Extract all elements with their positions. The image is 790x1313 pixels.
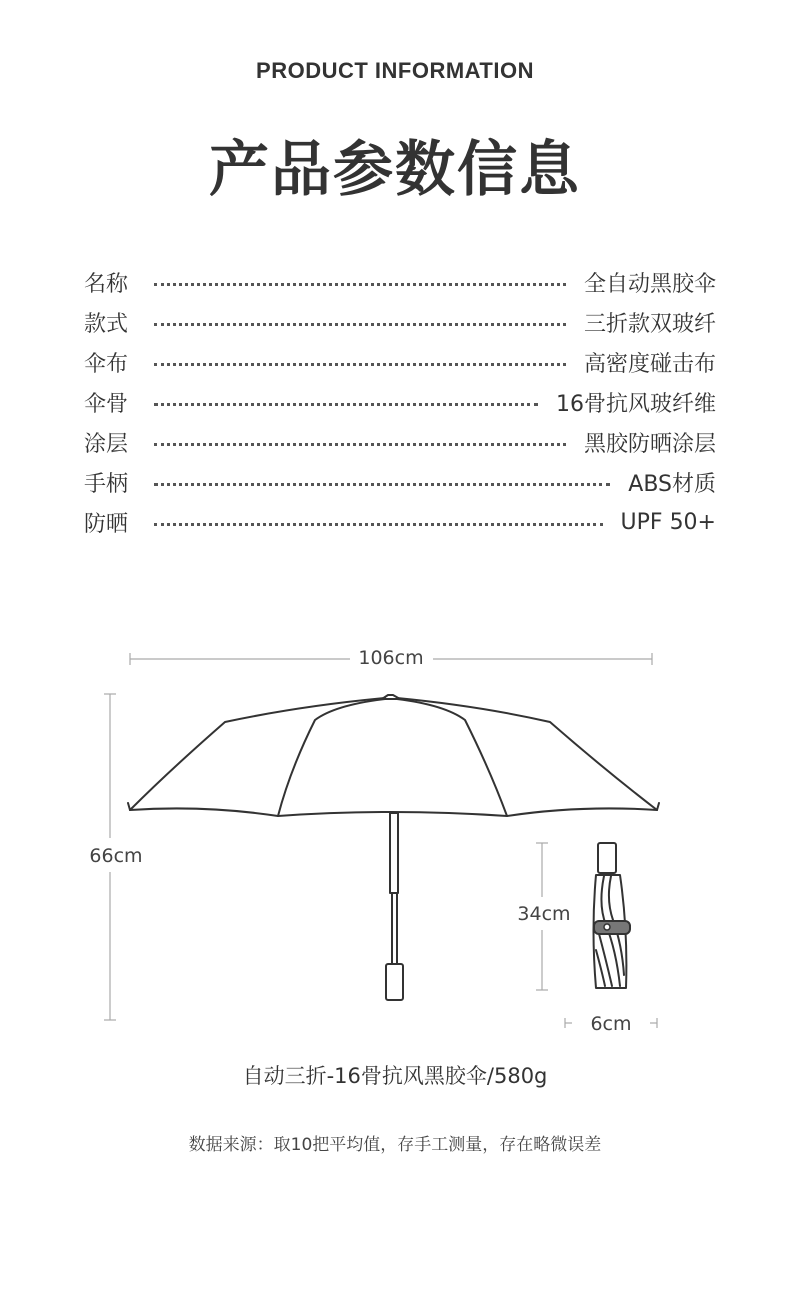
spec-label: 名称 <box>84 271 129 297</box>
spec-label: 防晒 <box>84 511 129 537</box>
spec-label: 涂层 <box>84 431 129 457</box>
data-source-note: 数据来源：取10把平均值，存手工测量，存在略微误差 <box>188 1135 602 1155</box>
spec-label: 手柄 <box>84 471 129 497</box>
spec-value: 三折款双玻纤 <box>583 311 716 337</box>
product-caption: 自动三折-16骨抗风黑胶伞/580g <box>242 1064 548 1088</box>
spec-value: ABS材质 <box>628 471 716 497</box>
folded-width-label: 6cm <box>590 1013 632 1035</box>
spec-value: 黑胶防晒涂层 <box>583 431 716 457</box>
folded-umbrella-drawing <box>594 843 631 988</box>
spec-label: 款式 <box>84 311 129 337</box>
width-label: 106cm <box>358 647 424 669</box>
spec-value: 全自动黑胶伞 <box>583 271 716 297</box>
section-eyebrow: PRODUCT INFORMATION <box>256 58 534 83</box>
folded-length-label: 34cm <box>517 903 571 925</box>
height-label: 66cm <box>89 845 143 867</box>
spec-value: 16骨抗风玻纤维 <box>556 391 716 417</box>
spec-label: 伞骨 <box>84 391 129 417</box>
spec-value: 高密度碰击布 <box>583 351 716 377</box>
open-umbrella-drawing <box>128 695 659 1000</box>
spec-value: UPF 50+ <box>620 509 716 535</box>
spec-label: 伞布 <box>84 351 129 377</box>
page-title: 产品参数信息 <box>209 135 581 205</box>
